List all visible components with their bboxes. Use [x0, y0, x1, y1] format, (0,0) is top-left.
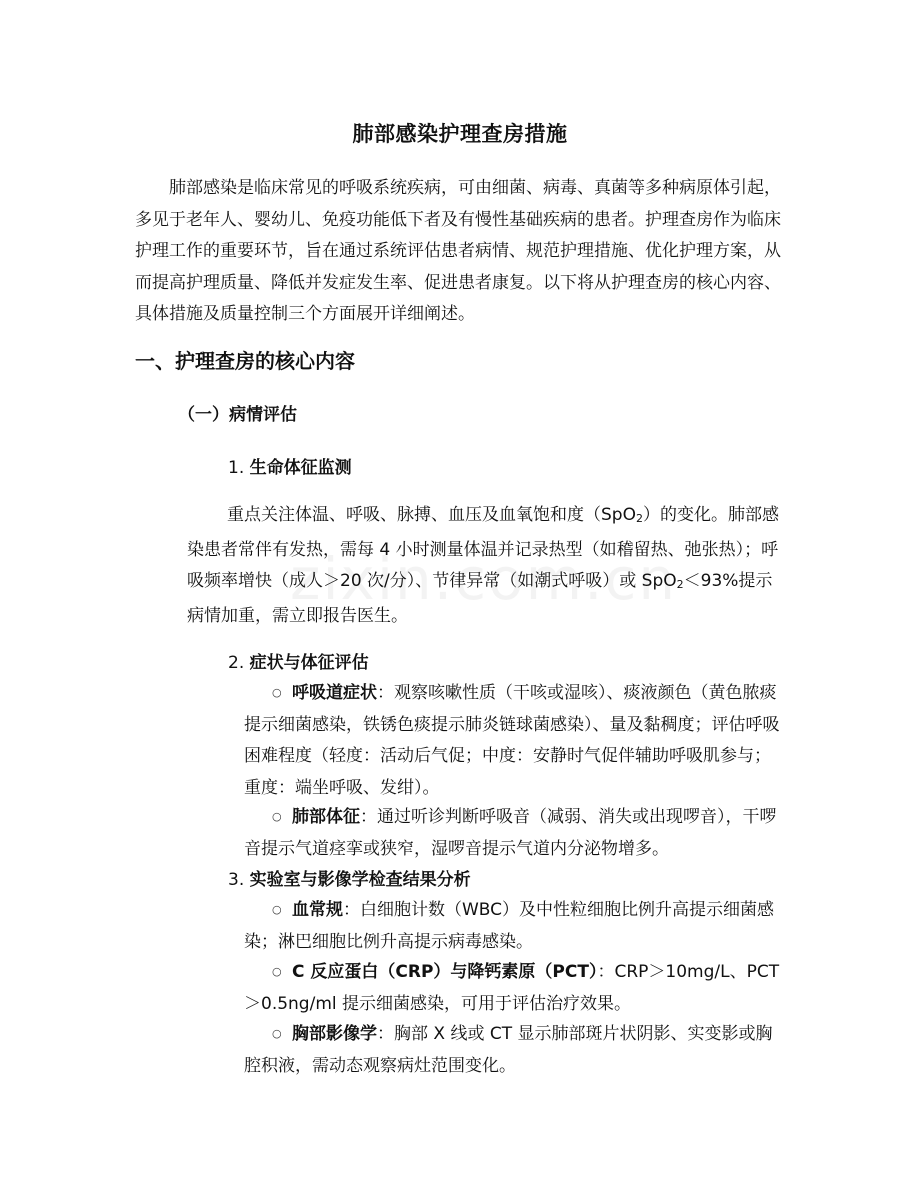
bullet-text: ：白细胞计数（WBC）及中性粒细胞比例升高提示细菌感染；淋巴细胞比例升高提示病毒感染。	[244, 900, 775, 952]
item-number: 2.	[228, 653, 245, 673]
item-number: 3.	[228, 870, 245, 890]
bullet-circle-icon: ○	[272, 965, 282, 978]
bullet-circle-icon: ○	[272, 810, 282, 823]
bullet-crp-pct	[244, 956, 786, 1020]
bullet-text: ：CRP＞10mg/L、PCT＞0.5ng/ml 提示细菌感染，可用于评估治疗效果。	[244, 962, 780, 1014]
bullet-text: ：通过听诊判断呼吸音（减弱、消失或出现啰音），干啰音提示气道痉挛或狭窄，湿啰音提示气道内分泌物增多。	[244, 807, 777, 859]
bullet-blood-routine	[244, 894, 786, 958]
vitals-text-a: 重点关注体温、呼吸、脉搏、血压及血氧饱和度（SpO	[227, 505, 636, 525]
bullet-circle-icon: ○	[272, 903, 282, 916]
bullet-term: 胸部影像学	[292, 1024, 377, 1044]
item-number: 1.	[228, 458, 245, 478]
bullet-term: 呼吸道症状	[292, 683, 377, 703]
item-label: 症状与体征评估	[249, 653, 369, 673]
bullet-text: ：观察咳嗽性质（干咳或湿咳）、痰液颜色（黄色脓痰提示细菌感染，铁锈色痰提示肺炎链球菌感染）、量及黏稠度；评估呼吸困难程度（轻度：活动后气促；中度：安静时气促伴辅助呼吸肌参与；重度：端坐呼吸、发绀）。	[244, 683, 780, 798]
item-label: 生命体征监测	[249, 458, 352, 478]
vitals-text-c: ＜93%提示病情加重，需立即报告医生。	[187, 571, 773, 626]
item-label: 实验室与影像学检查结果分析	[249, 870, 471, 890]
bullet-circle-icon: ○	[272, 686, 282, 699]
bullet-term: C 反应蛋白（CRP）与降钙素原（PCT）	[292, 962, 598, 982]
bullet-respiratory-symptoms	[244, 677, 786, 804]
bullet-circle-icon: ○	[272, 1027, 282, 1040]
bullet-lung-signs	[244, 801, 786, 865]
subscript: 2	[676, 578, 684, 591]
bullet-chest-imaging	[244, 1018, 786, 1082]
section-heading: 一、护理查房的核心内容	[135, 349, 355, 373]
item-heading-symptoms	[228, 648, 369, 673]
subsection-heading: （一）病情评估	[178, 405, 297, 425]
item-heading-lab-imaging	[228, 865, 471, 890]
intro-paragraph: 肺部感染是临床常见的呼吸系统疾病，可由细菌、病毒、真菌等多种病原体引起，多见于老年人、婴幼儿、免疫功能低下者及有慢性基础疾病的患者。护理查房作为临床护理工作的重要环节，旨在通过系统评估患者病情、规范护理措施、优化护理方案，从而提高护理质量、降低并发症发生率、促进患者康复。以下将从护理查房的核心内容、具体措施及质量控制三个方面展开详细阐述。	[135, 178, 781, 324]
watermark	[290, 545, 677, 613]
vitals-text-b: ）的变化。肺部感染患者常伴有发热，需每 4 小时测量体温并记录热型（如稽留热、弛张热）；呼吸频率增快（成人＞20 次/分）、节律异常（如潮式呼吸）或 SpO	[187, 505, 779, 591]
document-title: 肺部感染护理查房措施	[352, 122, 568, 146]
bullet-text: ：胸部 X 线或 CT 显示肺部斑片状阴影、实变影或胸腔积液，需动态观察病灶范围变化。	[244, 1024, 773, 1076]
item-heading-vitals	[228, 453, 352, 478]
bullet-term: 肺部体征	[292, 807, 360, 827]
bullet-term: 血常规	[292, 900, 343, 920]
subscript: 2	[635, 512, 643, 525]
